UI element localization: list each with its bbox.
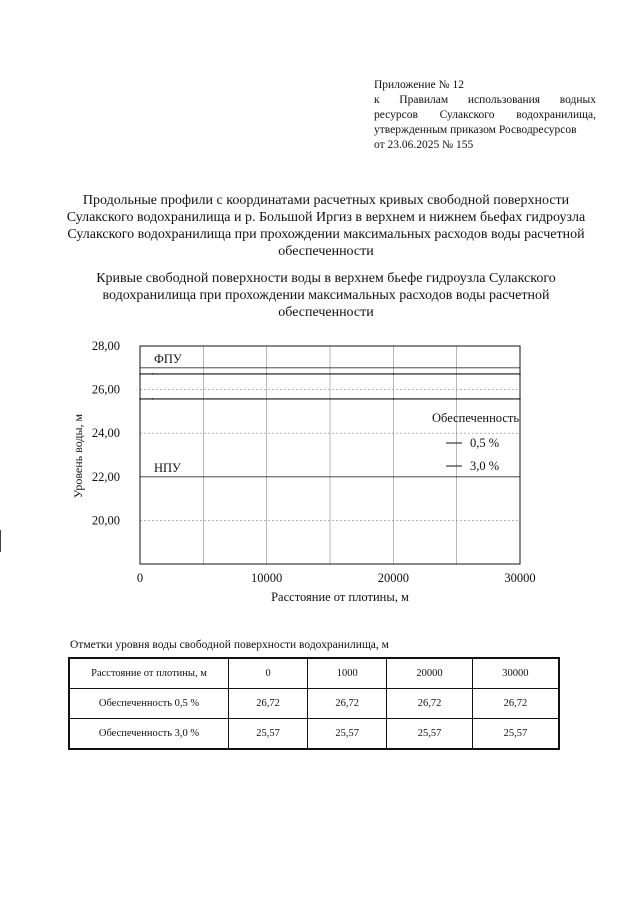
- main-title: Продольные профили с координатами расчетных кривых свободной поверхности Сулакского водохранилища и р. Большой Иргиз в верхнем и нижнем бьефах гидроузла Сулакского водохранилища при прохождении максимальных расходов воды расчетной обеспеченности: [66, 193, 586, 259]
- appendix-line-2: к Правилам использования водных: [374, 94, 596, 106]
- value-cell: 26,72: [387, 689, 473, 719]
- value-cell: 20000: [387, 658, 473, 689]
- y-axis-label: Уровень воды, м: [71, 413, 85, 499]
- chart-legend: [446, 436, 499, 473]
- row-label-cell: Обеспеченность 3,0 %: [69, 719, 229, 750]
- chart-title: Кривые свободной поверхности воды в верхнем бьефе гидроузла Сулакского водохранилища при прохождении максимальных расходов воды расчетной обеспеченности: [96, 271, 556, 320]
- legend-entry: 0,5 %: [470, 436, 500, 450]
- table-row: [69, 719, 559, 750]
- row-label-cell: Расстояние от плотины, м: [69, 658, 229, 689]
- x-tick-label: 10000: [251, 571, 283, 585]
- y-tick-label: 28,00: [91, 339, 120, 353]
- appendix-line-3: ресурсов Сулакского водохранилища,: [374, 109, 596, 121]
- margin-mark: [0, 530, 1, 552]
- series-point: [152, 373, 154, 375]
- water-level-chart: [60, 336, 570, 612]
- series-point: [393, 398, 395, 400]
- value-cell: 25,57: [229, 719, 308, 750]
- value-cell: 30000: [472, 658, 559, 689]
- appendix-block: [374, 78, 596, 153]
- value-cell: 1000: [308, 658, 387, 689]
- y-tick-label: 24,00: [91, 426, 120, 441]
- table-header-row: [69, 658, 559, 689]
- y-tick-label: 22,00: [91, 469, 120, 484]
- chart-grid: [140, 346, 520, 564]
- value-cell: 25,57: [308, 719, 387, 750]
- series-point: [152, 398, 154, 400]
- series-point: [393, 373, 395, 375]
- appendix-line-4: утвержденным приказом Росводресурсов: [374, 124, 577, 136]
- row-label-cell: Обеспеченность 0,5 %: [69, 689, 229, 719]
- x-tick-label: 0: [136, 571, 144, 585]
- x-tick-label: 30000: [504, 571, 536, 585]
- reference-line-label: ФПУ: [154, 351, 182, 366]
- water-level-table: [68, 657, 560, 750]
- value-cell: 25,57: [387, 719, 473, 750]
- appendix-line-1: Приложение № 12: [374, 79, 464, 91]
- reference-line-label: НПУ: [154, 460, 181, 475]
- table-caption: Отметки уровня воды свободной поверхности водохранилища, м: [70, 639, 389, 651]
- y-tick-label: 20,00: [91, 513, 120, 528]
- legend-title: Обеспеченность: [432, 411, 520, 425]
- legend-entry: 3,0 %: [470, 459, 500, 473]
- value-cell: 26,72: [472, 689, 559, 719]
- value-cell: 26,72: [308, 689, 387, 719]
- value-cell: 26,72: [229, 689, 308, 719]
- appendix-line-5: от 23.06.2025 № 155: [374, 139, 474, 151]
- y-tick-label: 26,00: [91, 382, 120, 397]
- value-cell: 0: [229, 658, 308, 689]
- x-tick-label: 20000: [377, 571, 409, 585]
- value-cell: 25,57: [472, 719, 559, 750]
- x-axis-label: Расстояние от плотины, м: [271, 590, 409, 604]
- table-row: [69, 689, 559, 719]
